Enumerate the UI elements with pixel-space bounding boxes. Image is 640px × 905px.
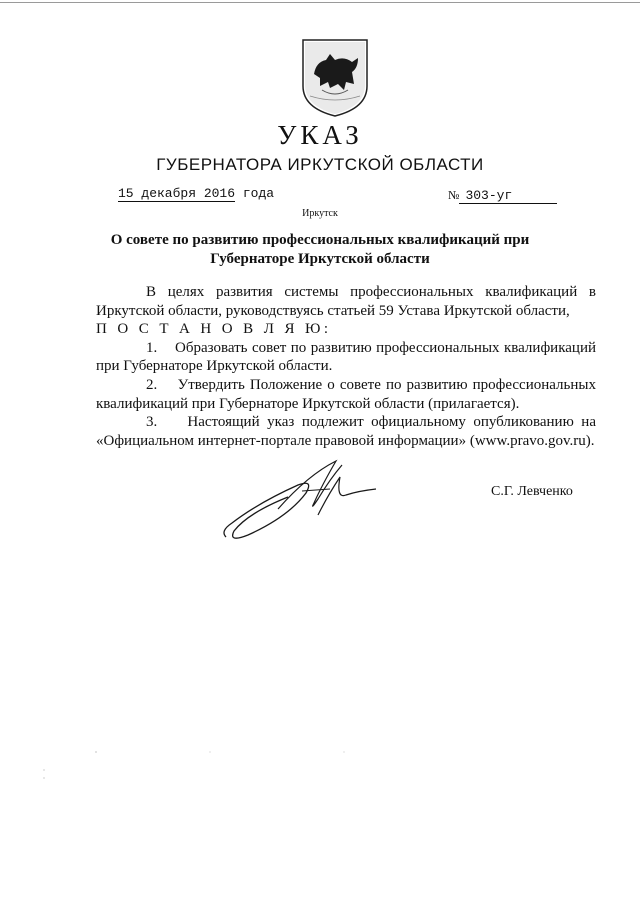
issuer-subtitle: ГУБЕРНАТОРА ИРКУТСКОЙ ОБЛАСТИ <box>156 155 484 174</box>
scan-specks <box>0 740 640 820</box>
document-heading-line: Губернаторе Иркутской области <box>210 251 430 267</box>
list-item-line: «Официальном интернет-портале правовой информации» (www.pravo.gov.ru). <box>96 432 595 449</box>
scan-edge-line <box>0 2 640 3</box>
document-number <box>448 188 557 204</box>
number-sign: № <box>448 188 460 202</box>
signer-name: С.Г. Левченко <box>491 484 573 499</box>
document-heading-line: О совете по развитию профессиональных квалификаций при <box>110 232 530 248</box>
document-heading <box>60 231 580 269</box>
number-value: 303-уг <box>459 188 557 204</box>
city-label: Иркутск <box>302 208 338 219</box>
document-type-title: УКАЗ <box>277 120 363 150</box>
list-item-line: квалификаций при Губернаторе Иркутской области (прилагается). <box>96 395 520 412</box>
preamble-line: Иркутской области, руководствуясь статьей 59 Устава Иркутской области, <box>96 302 570 319</box>
document-body <box>96 283 596 450</box>
list-item-line: 3. Настоящий указ подлежит официальному опубликованию на <box>146 414 596 431</box>
list-item-line: 1. Образовать совет по развитию профессиональных квалификаций <box>146 339 596 356</box>
decree-word: П О С Т А Н О В Л Я Ю: <box>96 321 332 338</box>
list-item-line: 2. Утвердить Положение о совете по развитию профессиональных <box>146 376 596 393</box>
irkutsk-coat-of-arms-icon <box>300 38 370 118</box>
handwritten-signature-icon <box>218 455 388 555</box>
date-suffix: года <box>242 186 275 201</box>
list-item-line: при Губернаторе Иркутской области. <box>96 358 333 375</box>
document-date <box>118 186 274 201</box>
date-value: 15 декабря 2016 <box>118 186 236 201</box>
preamble-line: В целях развития системы профессиональных квалификаций в <box>146 284 596 300</box>
